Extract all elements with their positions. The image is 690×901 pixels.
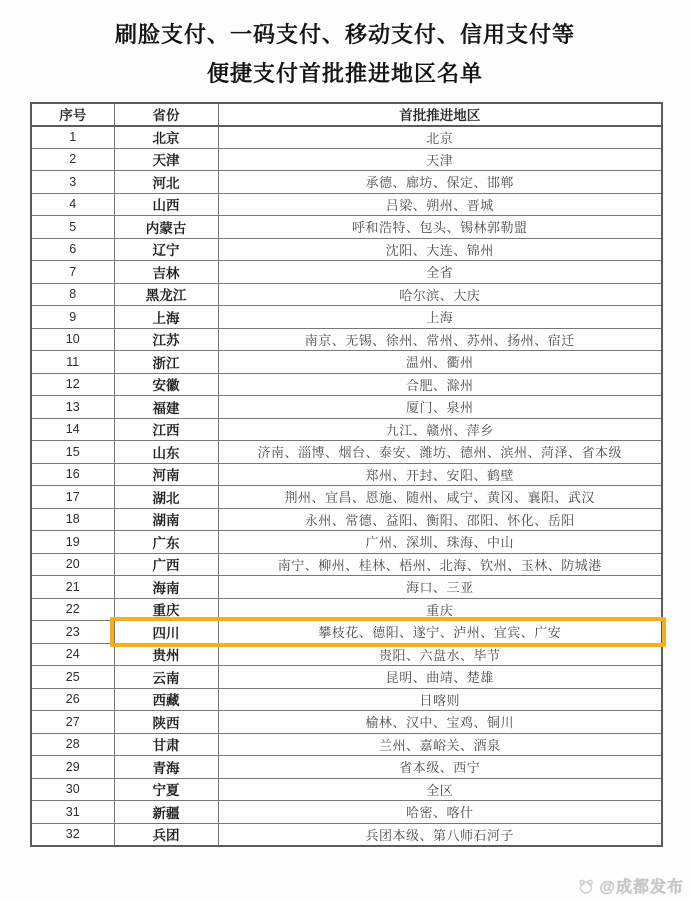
row-number-cell: 12 xyxy=(31,373,114,396)
regions-cell: 榆林、汉中、宝鸡、铜川 xyxy=(218,711,662,734)
regions-cell: 永州、常德、益阳、衡阳、邵阳、怀化、岳阳 xyxy=(218,508,662,531)
regions-cell: 哈密、喀什 xyxy=(218,801,662,824)
table-row xyxy=(31,126,662,149)
regions-cell: 全省 xyxy=(218,261,662,284)
table-row xyxy=(31,733,662,756)
table-row xyxy=(31,688,662,711)
regions-cell: 北京 xyxy=(218,126,662,149)
regions-cell: 承德、廊坊、保定、邯郸 xyxy=(218,171,662,194)
regions-cell: 厦门、泉州 xyxy=(218,396,662,419)
header-regions: 首批推进地区 xyxy=(218,103,662,126)
row-number-cell: 23 xyxy=(31,621,114,644)
regions-cell: 九江、赣州、萍乡 xyxy=(218,418,662,441)
table-row xyxy=(31,283,662,306)
table-row xyxy=(31,216,662,239)
title-line-2: 便捷支付首批推进地区名单 xyxy=(206,61,483,86)
province-cell: 重庆 xyxy=(114,598,218,621)
province-cell: 甘肃 xyxy=(114,733,218,756)
province-cell: 江西 xyxy=(114,418,218,441)
table-row xyxy=(31,193,662,216)
row-number-cell: 6 xyxy=(31,238,114,261)
province-cell: 新疆 xyxy=(114,801,218,824)
regions-cell: 日喀则 xyxy=(218,688,662,711)
province-cell: 西藏 xyxy=(114,688,218,711)
table-row xyxy=(31,576,662,599)
regions-cell: 昆明、曲靖、楚雄 xyxy=(218,666,662,689)
regions-cell: 海口、三亚 xyxy=(218,576,662,599)
regions-cell: 济南、淄博、烟台、泰安、潍坊、德州、滨州、菏泽、省本级 xyxy=(218,441,662,464)
province-cell: 广东 xyxy=(114,531,218,554)
row-number-cell: 14 xyxy=(31,418,114,441)
province-cell: 天津 xyxy=(114,148,218,171)
table-row xyxy=(31,463,662,486)
row-number-cell: 5 xyxy=(31,216,114,239)
regions-cell: 合肥、滁州 xyxy=(218,373,662,396)
row-number-cell: 17 xyxy=(31,486,114,509)
table-row xyxy=(31,598,662,621)
regions-cell: 广州、深圳、珠海、中山 xyxy=(218,531,662,554)
row-number-cell: 15 xyxy=(31,441,114,464)
table-row xyxy=(31,396,662,419)
province-cell: 北京 xyxy=(114,126,218,149)
province-cell: 兵团 xyxy=(114,823,218,846)
table-row xyxy=(31,508,662,531)
province-cell: 湖北 xyxy=(114,486,218,509)
row-number-cell: 16 xyxy=(31,463,114,486)
table-row xyxy=(31,823,662,846)
row-number-cell: 4 xyxy=(31,193,114,216)
regions-cell: 哈尔滨、大庆 xyxy=(218,283,662,306)
regions-cell: 攀枝花、德阳、遂宁、泸州、宜宾、广安 xyxy=(218,621,662,644)
table-row xyxy=(31,553,662,576)
row-number-cell: 11 xyxy=(31,351,114,374)
province-cell: 广西 xyxy=(114,553,218,576)
table-row xyxy=(31,306,662,329)
row-number-cell: 20 xyxy=(31,553,114,576)
table-row xyxy=(31,778,662,801)
province-cell: 山东 xyxy=(114,441,218,464)
row-number-cell: 19 xyxy=(31,531,114,554)
province-cell: 浙江 xyxy=(114,351,218,374)
regions-cell: 兵团本级、第八师石河子 xyxy=(218,823,662,846)
table-row xyxy=(31,756,662,779)
chengdu-fabu-logo-icon xyxy=(577,878,595,894)
regions-cell: 重庆 xyxy=(218,598,662,621)
row-number-cell: 26 xyxy=(31,688,114,711)
regions-cell: 沈阳、大连、锦州 xyxy=(218,238,662,261)
row-number-cell: 32 xyxy=(31,823,114,846)
row-number-cell: 27 xyxy=(31,711,114,734)
province-cell: 辽宁 xyxy=(114,238,218,261)
row-number-cell: 13 xyxy=(31,396,114,419)
row-number-cell: 30 xyxy=(31,778,114,801)
header-row xyxy=(31,103,662,126)
header-no: 序号 xyxy=(31,103,114,126)
table-row xyxy=(31,238,662,261)
row-number-cell: 25 xyxy=(31,666,114,689)
table-row xyxy=(31,666,662,689)
province-cell: 内蒙古 xyxy=(114,216,218,239)
row-number-cell: 3 xyxy=(31,171,114,194)
province-cell: 河北 xyxy=(114,171,218,194)
province-cell: 上海 xyxy=(114,306,218,329)
province-cell: 海南 xyxy=(114,576,218,599)
row-number-cell: 2 xyxy=(31,148,114,171)
regions-cell: 兰州、嘉峪关、酒泉 xyxy=(218,733,662,756)
row-number-cell: 9 xyxy=(31,306,114,329)
table-row xyxy=(31,621,662,644)
table-row xyxy=(31,486,662,509)
watermark xyxy=(577,874,684,897)
regions-cell: 全区 xyxy=(218,778,662,801)
regions-cell: 南京、无锡、徐州、常州、苏州、扬州、宿迁 xyxy=(218,328,662,351)
regions-cell: 贵阳、六盘水、毕节 xyxy=(218,643,662,666)
regions-cell: 呼和浩特、包头、锡林郭勒盟 xyxy=(218,216,662,239)
table-row xyxy=(31,801,662,824)
province-cell: 山西 xyxy=(114,193,218,216)
province-cell: 陕西 xyxy=(114,711,218,734)
table-body xyxy=(31,126,662,846)
table-row xyxy=(31,261,662,284)
row-number-cell: 1 xyxy=(31,126,114,149)
table-row xyxy=(31,148,662,171)
row-number-cell: 18 xyxy=(31,508,114,531)
row-number-cell: 22 xyxy=(31,598,114,621)
row-number-cell: 31 xyxy=(31,801,114,824)
row-number-cell: 7 xyxy=(31,261,114,284)
table-row xyxy=(31,418,662,441)
table-row xyxy=(31,711,662,734)
province-cell: 贵州 xyxy=(114,643,218,666)
header-province: 省份 xyxy=(114,103,218,126)
regions-cell: 天津 xyxy=(218,148,662,171)
row-number-cell: 24 xyxy=(31,643,114,666)
province-cell: 河南 xyxy=(114,463,218,486)
table-row xyxy=(31,328,662,351)
table-row xyxy=(31,351,662,374)
regions-cell: 省本级、西宁 xyxy=(218,756,662,779)
row-number-cell: 29 xyxy=(31,756,114,779)
document-title xyxy=(0,0,690,86)
table-row xyxy=(31,441,662,464)
province-cell: 江苏 xyxy=(114,328,218,351)
province-cell: 福建 xyxy=(114,396,218,419)
table-row xyxy=(31,643,662,666)
watermark-text: @成都发布 xyxy=(599,879,684,896)
regions-table xyxy=(30,102,663,847)
regions-cell: 郑州、开封、安阳、鹤壁 xyxy=(218,463,662,486)
regions-cell: 上海 xyxy=(218,306,662,329)
table-row xyxy=(31,373,662,396)
row-number-cell: 28 xyxy=(31,733,114,756)
regions-cell: 荆州、宜昌、恩施、随州、咸宁、黄冈、襄阳、武汉 xyxy=(218,486,662,509)
regions-cell: 温州、衢州 xyxy=(218,351,662,374)
table-row xyxy=(31,171,662,194)
province-cell: 黑龙江 xyxy=(114,283,218,306)
province-cell: 云南 xyxy=(114,666,218,689)
province-cell: 吉林 xyxy=(114,261,218,284)
province-cell: 四川 xyxy=(114,621,218,644)
title-line-1: 刷脸支付、一码支付、移动支付、信用支付等 xyxy=(114,22,575,47)
row-number-cell: 21 xyxy=(31,576,114,599)
province-cell: 青海 xyxy=(114,756,218,779)
row-number-cell: 8 xyxy=(31,283,114,306)
province-cell: 湖南 xyxy=(114,508,218,531)
row-number-cell: 10 xyxy=(31,328,114,351)
regions-cell: 吕梁、朔州、晋城 xyxy=(218,193,662,216)
table-row xyxy=(31,531,662,554)
province-cell: 安徽 xyxy=(114,373,218,396)
province-cell: 宁夏 xyxy=(114,778,218,801)
regions-cell: 南宁、柳州、桂林、梧州、北海、钦州、玉林、防城港 xyxy=(218,553,662,576)
